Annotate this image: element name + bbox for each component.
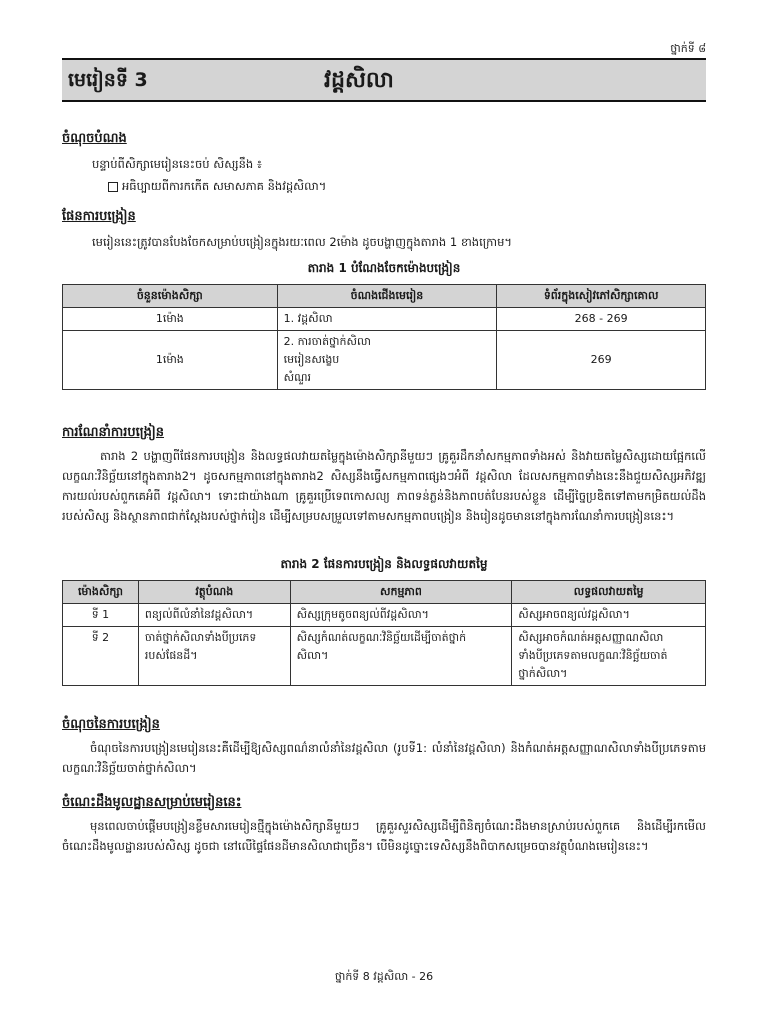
points-heading: ចំណុចនៃការបង្រៀន: [62, 717, 160, 732]
objectives-heading: ចំណុចបំណង: [62, 131, 127, 146]
table1-caption: តារាង 1 បំណែងចែកម៉ោងបង្រៀន: [307, 261, 461, 275]
table2-col-objective: វត្ថុបំណង: [138, 581, 290, 604]
table1-cell-title: [277, 331, 497, 390]
table2-cell-activity: [290, 627, 512, 686]
cell-line: សិលា។: [296, 649, 329, 662]
table1-col-pages: ទំព័រក្នុងសៀវភៅសិក្សាគោល: [497, 285, 706, 308]
table2-col-activity: សកម្មភាព: [290, 581, 512, 604]
guide-paragraph: តារាង 2 បង្ហាញពីផែនការបង្រៀន និងលទ្ធផលវាយតម្លៃក្នុងម៉ោងសិក្សានីមួយៗ គ្រូគួរដឹកនាំសកម្មភាពទាំងអស់ និងវាយតម្លៃសិស្សដោយផ្អែកលើលក្ខណៈវិនិច្ឆ័យនៅក្នុងតារាង2។ ដូចសកម្មភាពនៅក្នុងតារាង2 សិស្សនឹងធ្វើសកម្មភាពផ្សេងៗអំពី វដ្តសិលា ដែលសកម្មភាពទាំងនេះនឹងជួយសិស្សអភិវឌ្ឍការយល់របស់ពួកគេអំពី វដ្តសិលា។ ទោះជាយ៉ាងណា គ្រូគួរប្រើទេពកោសល្យ ភាពទន់ភ្លន់និងភាពបត់បែនរបស់ខ្លួន ដើម្បីច្នៃប្រឌិតទៅតាមកម្រិតយល់ដឹងរបស់សិស្ស និងស្ថានភាពជាក់ស្តែងរបស់ថ្នាក់រៀន ដើម្បីសម្របសម្រួលទៅតាមសកម្មភាពបង្រៀន និងរៀនដូចមាននៅក្នុងការណែនាំការបង្រៀននេះ។: [62, 449, 706, 523]
table1-col-hours: ចំនួនម៉ោងសិក្សា: [63, 285, 278, 308]
table1-cell-hours: 1ម៉ោង: [63, 308, 278, 331]
table2-col-result: លទ្ធផលវាយតម្លៃ: [512, 581, 706, 604]
cell-line: សិស្សក្រុមតូចពន្យល់ពីវដ្តសិលា។: [296, 608, 429, 621]
table1-title-line: មេរៀនសង្ខេប: [283, 353, 340, 366]
table1-title-line: 2. ការចាត់ថ្នាក់សិលា: [283, 335, 371, 348]
objectives-bullet-text: អធិប្បាយពីការកកើត សមាសភាគ និងវដ្តសិលា។: [122, 179, 327, 193]
cell-line: ថ្នាក់សិលា។: [518, 667, 568, 680]
table2-cell-hour: ទី 1: [63, 604, 139, 627]
page-footer: ថ្នាក់ទី 8 វដ្តសិលា - 26: [334, 970, 434, 983]
table-2: [62, 580, 706, 686]
table2-cell-result: [512, 604, 706, 627]
cell-line: សិស្សអាចកំណត់អត្តសញ្ញាណសិលា: [518, 631, 664, 644]
table1-cell-pages: 269: [497, 331, 706, 390]
objectives-bullet: [108, 176, 326, 196]
table1-col-title: ចំណងជើងមេរៀន: [277, 285, 497, 308]
table2-cell-activity: [290, 604, 512, 627]
table2-cell-objective: [138, 627, 290, 686]
cell-line: ចាត់ថ្នាក់សិលាទាំងបីប្រភេទ: [144, 631, 257, 644]
prior-heading: ចំណេះដឹងមូលដ្ឋានសម្រាប់មេរៀននេះ: [62, 795, 242, 810]
objectives-intro: បន្ទាប់ពីសិក្សាមេរៀននេះចប់ សិស្សនឹង ៖: [92, 157, 262, 171]
table1-cell-title: [277, 308, 497, 331]
table1-header-row: [63, 285, 706, 308]
cell-line: ទាំងបីប្រភេទតាមលក្ខណៈវិនិច្ឆ័យចាត់: [518, 649, 668, 662]
table1-title-line: 1. វដ្តសិលា: [283, 312, 333, 325]
table2-cell-hour: ទី 2: [63, 627, 139, 686]
table-row: [63, 331, 706, 390]
cell-line: សិស្សអាចពន្យល់វដ្តសិលា។: [518, 608, 630, 621]
table-1: [62, 284, 706, 390]
points-paragraph: ចំណុចនៃការបង្រៀនមេរៀននេះគឺដើម្បីឱ្យសិស្សពណ៌នាលំនាំនៃវដ្តសិលា (រូបទី1: លំនាំនៃវដ្តសិលា) និងកំណត់អត្តសញ្ញាណសិលាទាំងបីប្រភេទតាមលក្ខណៈវិនិច្ឆ័យចាត់ថ្នាក់សិលា។: [62, 741, 706, 775]
table2-caption: តារាង 2 ផែនការបង្រៀន និងលទ្ធផលវាយតម្លៃ: [280, 557, 488, 571]
cell-line: សិស្សកំណត់លក្ខណៈវិនិច្ឆ័យដើម្បីចាត់ថ្នាក់: [296, 631, 467, 644]
table2-cell-objective: [138, 604, 290, 627]
title-bar: [62, 58, 706, 102]
table1-title-line: សំណួរ: [283, 371, 312, 384]
plan-intro: មេរៀននេះត្រូវបានបែងចែកសម្រាប់បង្រៀនក្នុងរយៈពេល 2ម៉ោង ដូចបង្ហាញក្នុងតារាង 1 ខាងក្រោម។: [92, 235, 512, 249]
table2-col-hour: ម៉ោងសិក្សា: [63, 581, 139, 604]
lesson-title: វដ្តសិលា: [324, 68, 394, 93]
table-row: [63, 308, 706, 331]
table1-cell-hours: 1ម៉ោង: [63, 331, 278, 390]
prior-paragraph: មុនពេលចាប់ផ្តើមបង្រៀនខ្លឹមសារមេរៀនថ្មីក្នុងម៉ោងសិក្សានីមួយៗ គ្រូគួរសួរសិស្សដើម្បីពិនិត្យចំណេះដឹងមានស្រាប់របស់ពួកគេ និងដើម្បីរកមើលចំណេះដឹងមូលដ្ឋានរបស់សិស្ស ដូចជា នៅលើផ្ទៃផែនដីមានសិលាជាច្រើន។ បើមិនដូច្នោះទេសិស្សនឹងពិបាកសម្រេចបានវត្ថុបំណងមេរៀននេះ។: [62, 819, 706, 853]
grade-header: ថ្នាក់ទី ៨: [670, 42, 706, 55]
table2-header-row: [63, 581, 706, 604]
lesson-number: មេរៀនទី 3: [68, 69, 148, 91]
table2-cell-result: [512, 627, 706, 686]
plan-heading: ផែនការបង្រៀន: [62, 209, 136, 224]
guide-heading: ការណែនាំការបង្រៀន: [62, 425, 165, 440]
checkbox-bullet-icon: [108, 182, 118, 192]
table-row: [63, 627, 706, 686]
cell-line: របស់ផែនដី។: [144, 649, 198, 662]
table-row: [63, 604, 706, 627]
cell-line: ពន្យល់ពីលំនាំនៃវដ្តសិលា។: [144, 608, 254, 621]
table1-cell-pages: 268 - 269: [497, 308, 706, 331]
